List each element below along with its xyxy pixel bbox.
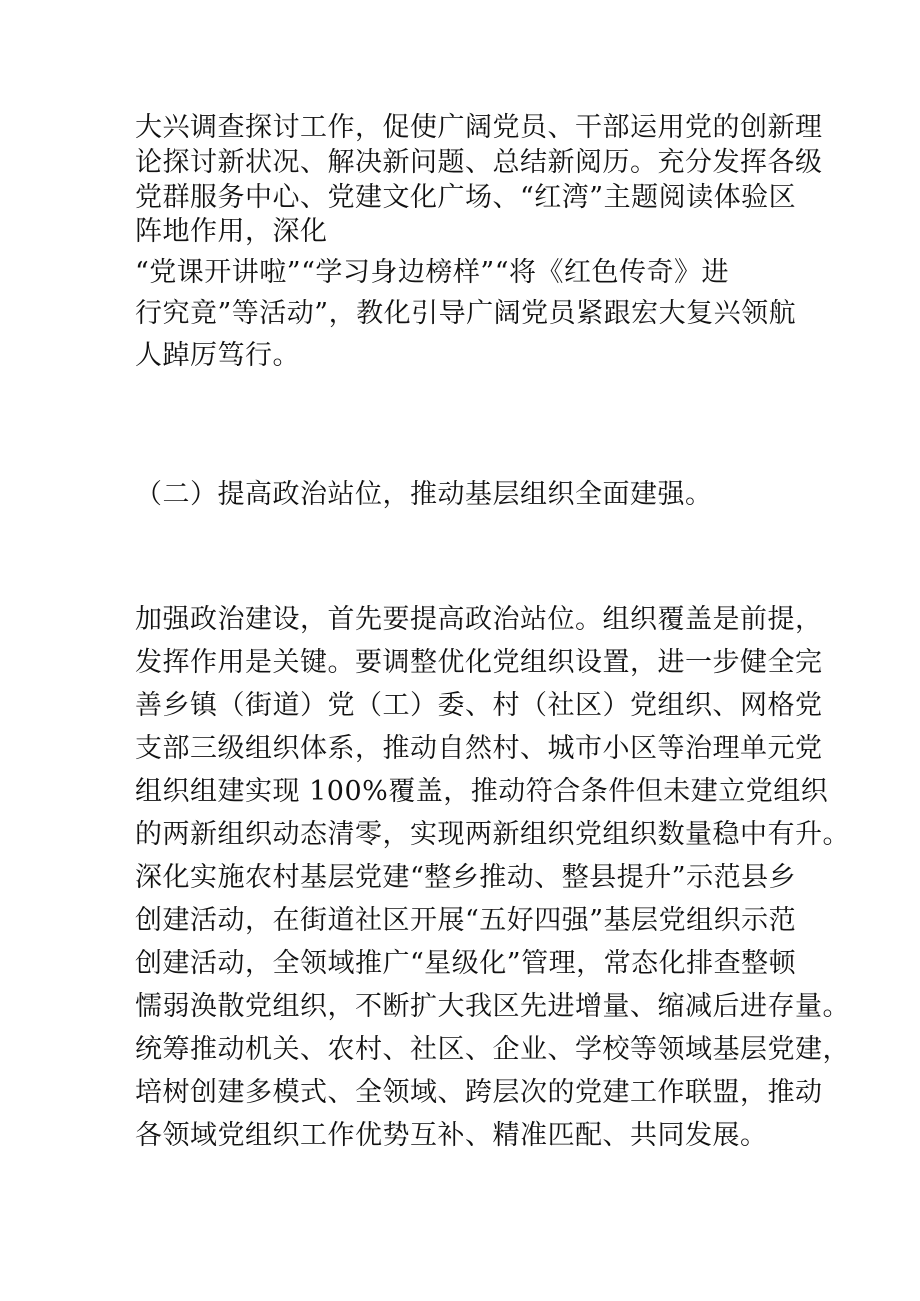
- section-heading: （二）提高政治站位，推动基层组织全面建强。: [135, 479, 713, 510]
- paragraph-line: 创建活动，全领域推广“星级化”管理，常态化排查整顿: [135, 948, 797, 979]
- paragraph-line: 创建活动，在街道社区开展“五好四强”基层党组织示范: [135, 905, 797, 936]
- paragraph-line: 组织组建实现 100%覆盖，推动符合条件但未建立党组织: [135, 776, 829, 807]
- paragraph-line: 论探讨新状况、解决新问题、总结新阅历。充分发挥各级: [135, 147, 823, 178]
- paragraph-line: 各领域党组织工作优势互补、精准匹配、共同发展。: [135, 1120, 768, 1151]
- paragraph-line: 统筹推动机关、农村、社区、企业、学校等领域基层党建，: [135, 1034, 850, 1065]
- paragraph-line: 深化实施农村基层党建“整乡推动、整县提升”示范县乡: [135, 862, 797, 893]
- paragraph-line: 加强政治建设，首先要提高政治站位。组织覆盖是前提，: [135, 604, 823, 635]
- paragraph-line: 大兴调查探讨工作，促使广阔党员、干部运用党的创新理: [135, 112, 823, 143]
- paragraph-line: 发挥作用是关键。要调整优化党组织设置，进一步健全完: [135, 647, 823, 678]
- paragraph-line: 善乡镇（街道）党（工）委、村（社区）党组织、网格党: [135, 690, 823, 721]
- paragraph-line: 人踔厉笃行。: [135, 340, 300, 371]
- paragraph-line: 的两新组织动态清零，实现两新组织党组织数量稳中有升。: [135, 819, 850, 850]
- paragraph-line: 懦弱涣散党组织，不断扩大我区先进增量、缩减后进存量。: [135, 991, 850, 1022]
- paragraph-line: “党课开讲啦”“学习身边榜样”“将《红色传奇》进: [135, 257, 730, 288]
- paragraph-line: 支部三级组织体系，推动自然村、城市小区等治理单元党: [135, 733, 823, 764]
- paragraph-line: 阵地作用，深化: [135, 216, 328, 247]
- paragraph-line: 党群服务中心、党建文化广场、“红湾”主题阅读体验区: [135, 182, 797, 213]
- paragraph-line: 培树创建多模式、全领域、跨层次的党建工作联盟，推动: [135, 1077, 823, 1108]
- paragraph-line: 行究竟”等活动”，教化引导广阔党员紧跟宏大复兴领航: [135, 298, 797, 329]
